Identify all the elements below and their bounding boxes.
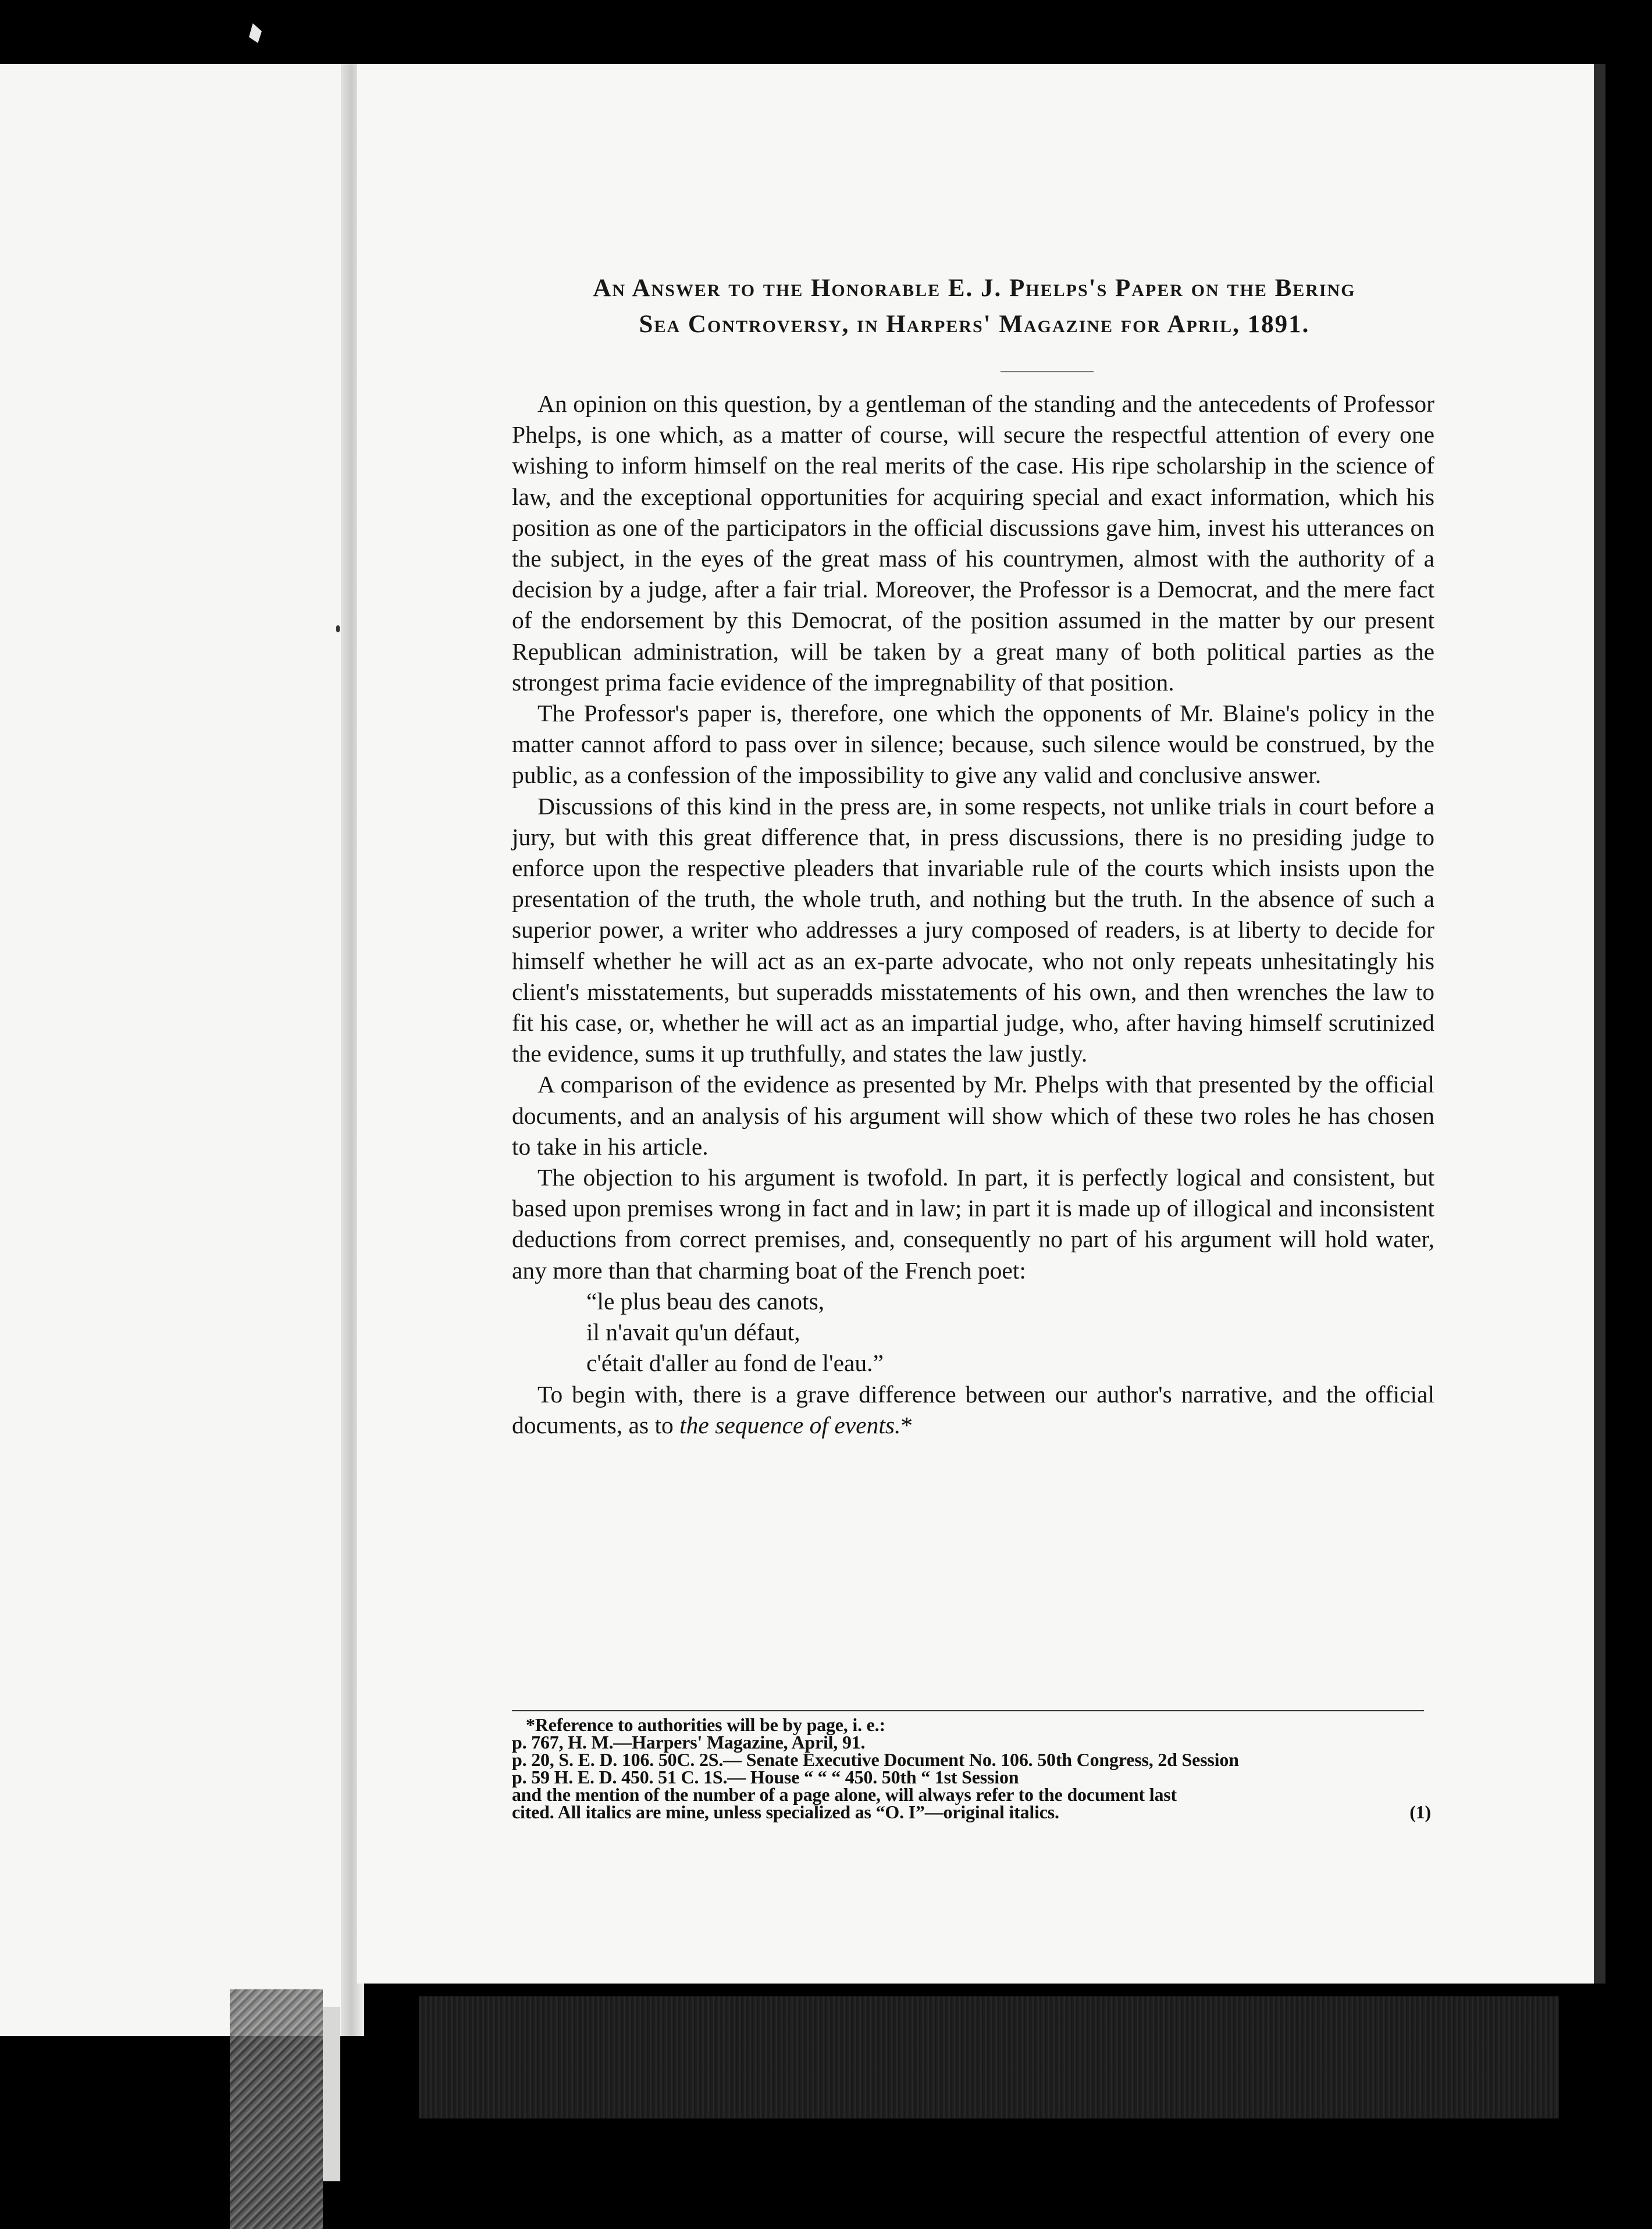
scanner-debris: [230, 1989, 323, 2229]
title-divider: [1001, 371, 1094, 372]
footnote-line-6-text: cited. All italics are mine, unless specialized as “O. I”—original italics.: [512, 1801, 1059, 1822]
poem-line-2: il n'avait qu'un défaut,: [586, 1319, 800, 1346]
footnote-line-4: p. 59 H. E. D. 450. 51 C. 1S.— House “ “ “ 450. 50th “ 1st Session: [512, 1767, 1019, 1788]
paragraph-6: [512, 1379, 1434, 1441]
title-line-1: An Answer to the Honorable E. J. Phelps's Paper on the Bering: [593, 275, 1356, 302]
paragraph-6-text: To begin with, there is a grave difference between our author's narrative, and the official documents, as to: [512, 1380, 1434, 1438]
paragraph-4: A comparison of the evidence as presented by Mr. Phelps with that presented by the official documents, and an analysis of his argument will show which of these two roles he has chosen to take in his article.: [512, 1071, 1434, 1160]
scanner-bottom-strip: [419, 1996, 1559, 2118]
paragraph-5: The objection to his argument is twofold. In part, it is perfectly logical and consistent, but based upon premises wrong in fact and in law; in part it is made up of illogical and inconsistent deductions from correct premises, and, consequently no part of his argument will hold water, any more than that charming boat of the French poet:: [512, 1164, 1434, 1284]
left-blank-page: [0, 64, 349, 2036]
paragraph-3: Discussions of this kind in the press are, in some respects, not unlike trials in court before a jury, but with this great difference that, in press discussions, there is no presiding judge to enforce upon the respective pleaders that invariable rule of the courts which insists upon the presentation of the truth, the whole truth, and nothing but the truth. In the absence of such a superior power, a writer who addresses a jury composed of readers, is at liberty to decide for himself whether he will act as an ex-parte advocate, who not only repeats unhesitatingly his client's misstatements, but superadds misstatements of his own, and then wrenches the law to fit his case, or, whether he will act as an impartial judge, who, after having himself scrutinized the evidence, sums it up truthfully, and states the law justly.: [512, 792, 1434, 1067]
page-tab: [323, 2007, 340, 2181]
footnote-line-2: p. 767, H. M.—Harpers' Magazine, April, 91.: [512, 1732, 866, 1753]
page-speck: [336, 625, 340, 632]
paragraph-6-italic: the sequence of events.: [679, 1411, 901, 1438]
page-number: (1): [1409, 1801, 1431, 1822]
paragraph-1: An opinion on this question, by a gentleman of the standing and the antecedents of Professor Phelps, is one which, as a matter of course, will secure the respectful attention of every one wishing to inform himself on the real merits of the case. His ripe scholarship in the science of law, and the exceptional opportunities for acquiring special and exact information, which his position as one of the participators in the official discussions gave him, invest his utterances on the subject, in the eyes of the great mass of his countrymen, almost with the authority of a decision by a judge, after a fair trial. Moreover, the Professor is a Democrat, and the mere fact of the endorsement by this Democrat, of the position assumed in the matter by our present Republican administration, will be taken by a great many of both political parties as the strongest prima facie evidence of the impregnability of that position.: [512, 390, 1434, 696]
footnote-marker: *: [900, 1411, 913, 1438]
poem-line-1: “le plus beau des canots,: [586, 1287, 825, 1315]
footnote-line-5: and the mention of the number of a page alone, will always refer to the document last: [512, 1784, 1177, 1805]
footnote-divider: [512, 1710, 1424, 1711]
paragraph-2: The Professor's paper is, therefore, one which the opponents of Mr. Blaine's policy in the matter cannot afford to pass over in silence; because, such silence would be construed, by the public, as a confession of the impossibility to give any valid and conclusive answer.: [512, 700, 1434, 789]
footnotes: [512, 1716, 1431, 1821]
title-line-2: Sea Controversy, in Harpers' Magazine for April, 1891.: [639, 311, 1310, 338]
footnote-line-3: p. 20, S. E. D. 106. 50C. 2S.— Senate Executive Document No. 106. 50th Congress, 2d Session: [512, 1749, 1239, 1770]
footnote-line-1: *Reference to authorities will be by page, i. e.:: [526, 1714, 885, 1735]
article-body: [512, 389, 1434, 1441]
article-title: [512, 270, 1437, 343]
footnote-line-6: [512, 1803, 1431, 1821]
page-edge: [1594, 64, 1605, 1984]
poem-line-3: c'était d'aller au fond de l'eau.”: [586, 1349, 884, 1377]
french-poem: [512, 1286, 1434, 1379]
